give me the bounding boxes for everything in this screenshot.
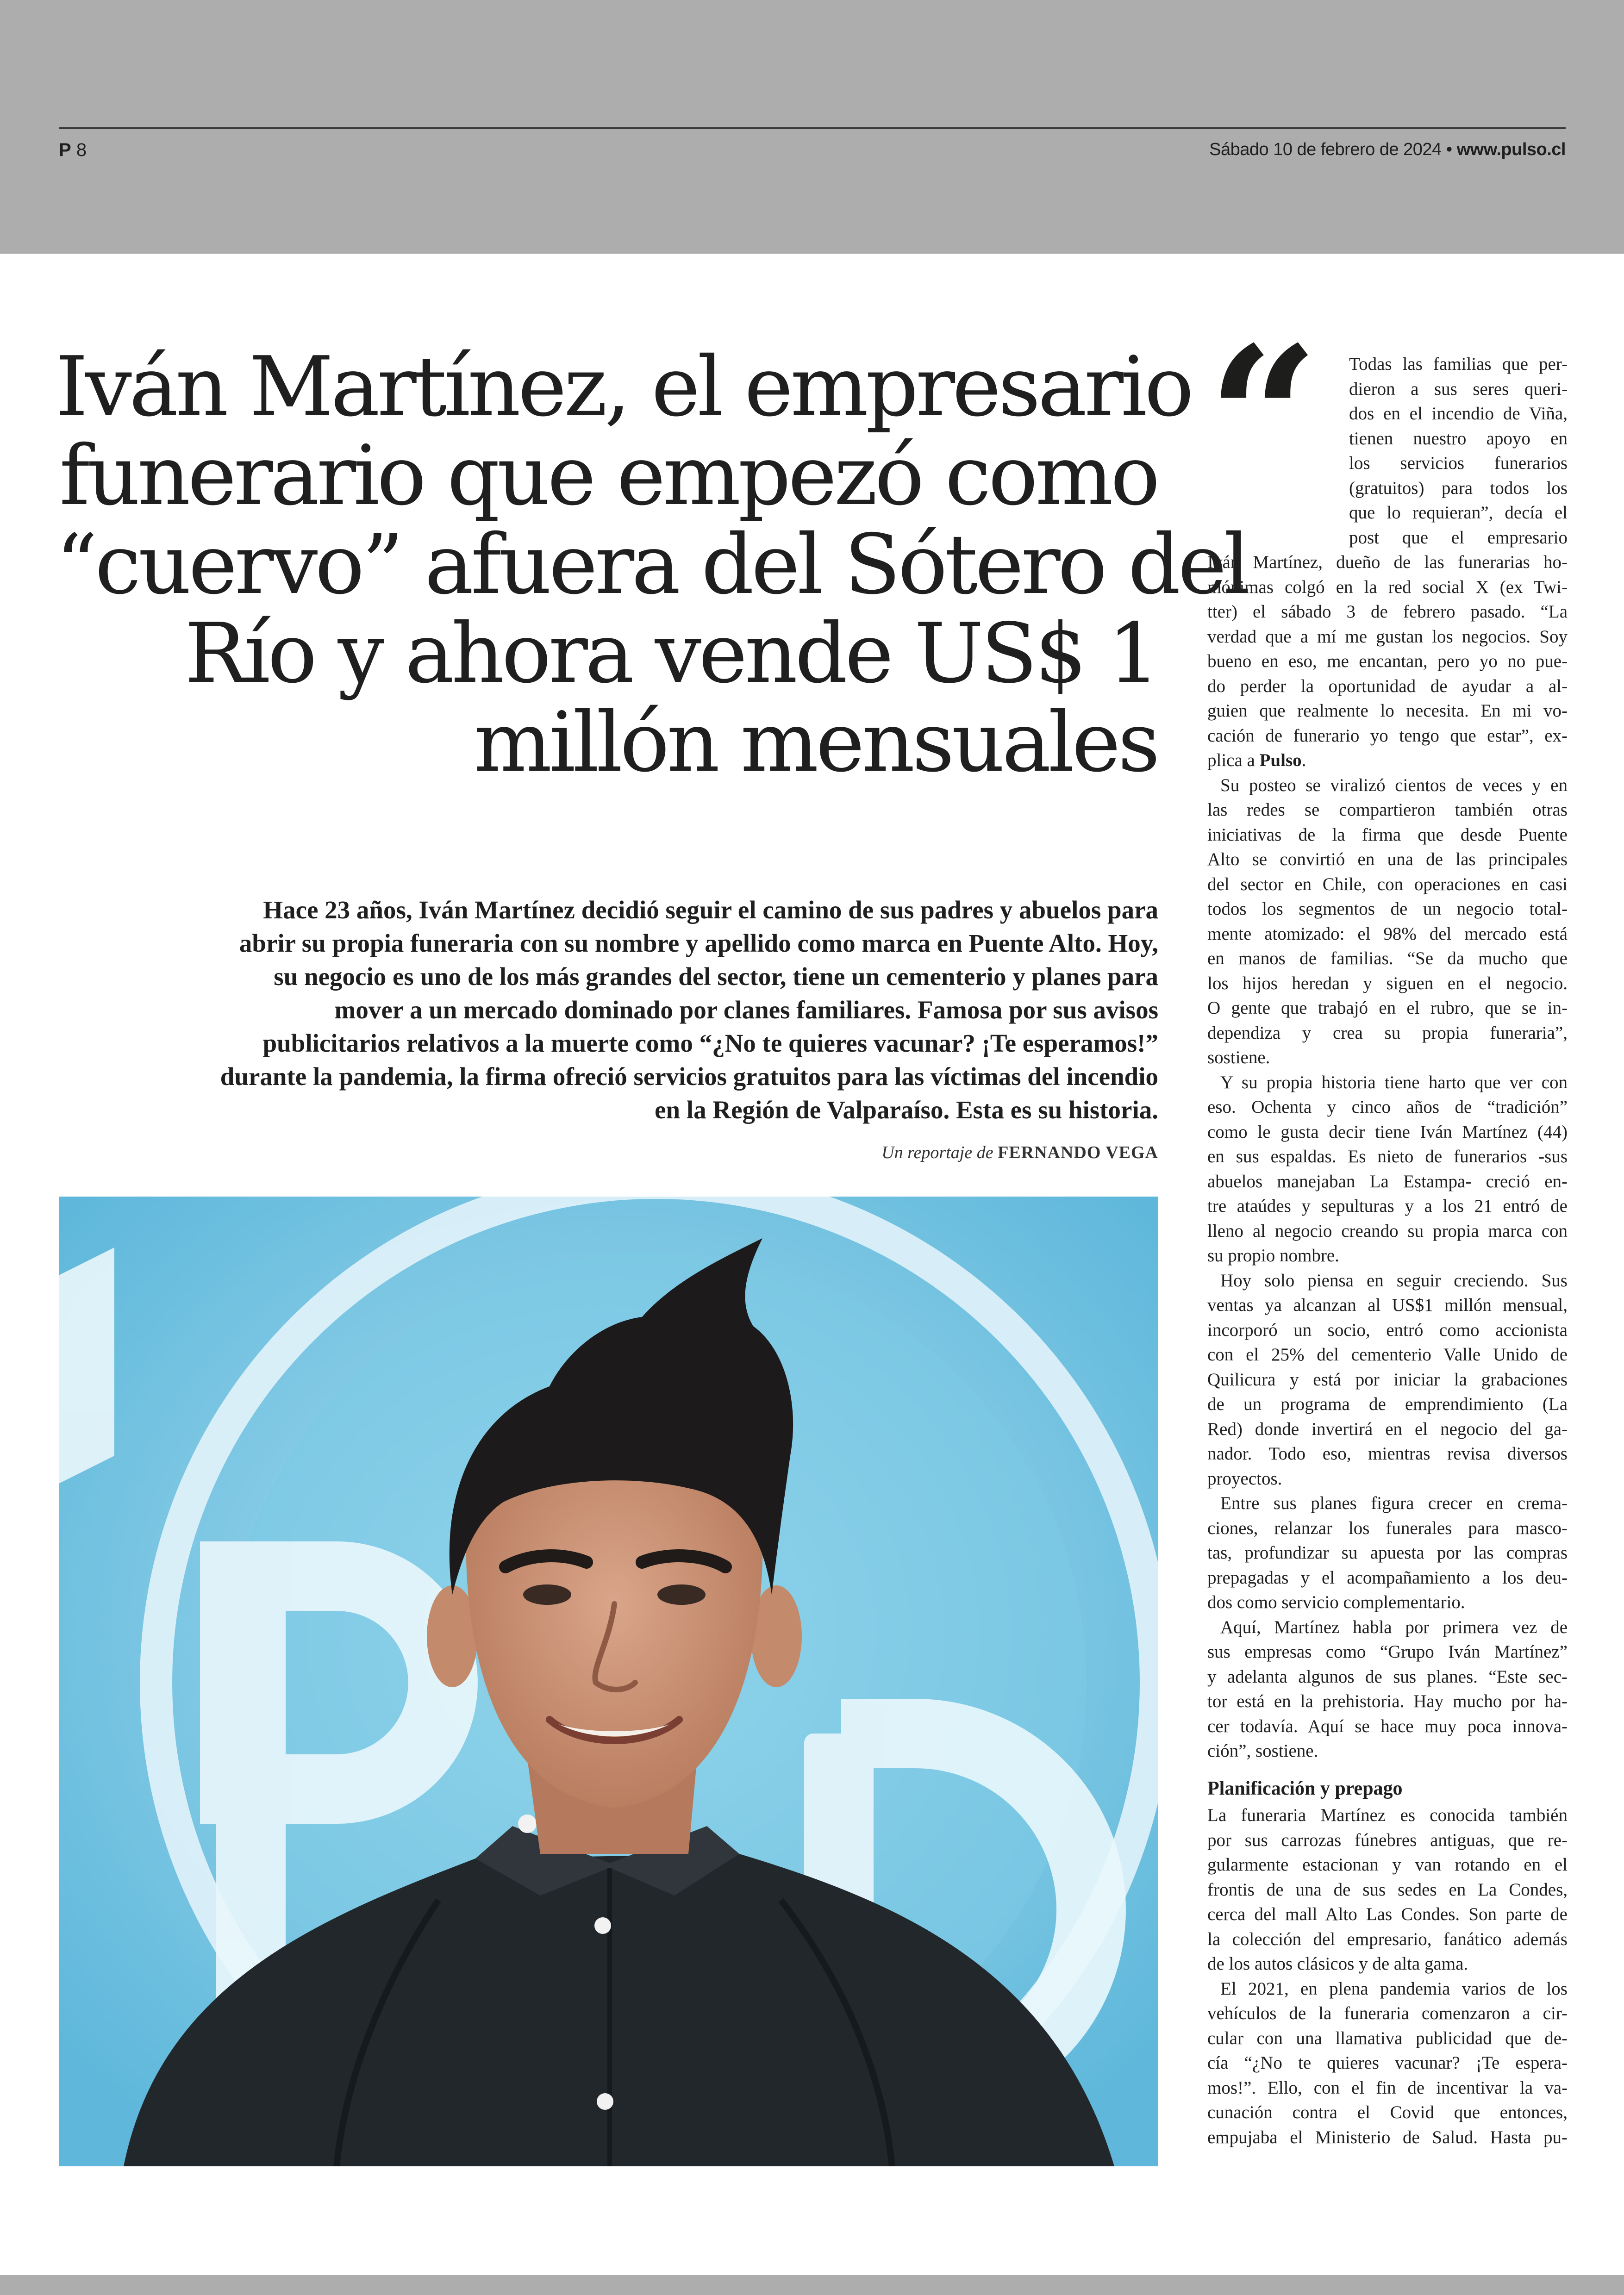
body-line: guien que realmente lo necesita. En mi vo- [1207,701,1568,721]
body-line: la colección del empresario, fanático además [1207,1929,1568,1949]
article-body [1207,352,1568,2150]
section-letter: P [59,140,71,160]
shirt-button [594,1917,611,1934]
body-line: abuelos manejaban La Estampa- creció en- [1207,1171,1568,1191]
dateline-separator: • [1441,140,1457,159]
body-line: incorporó un socio, entró como accionista [1207,1320,1568,1340]
body-line: iniciativas de la firma que desde Puente [1207,824,1568,845]
body-line: Alto se convirtió en una de las principales [1207,849,1568,869]
body-line: en sus espaldas. Es nieto de funerarios -sus [1207,1147,1568,1166]
body-line: Entre sus planes figura crecer en crema- [1220,1493,1568,1513]
pull-quote-mark: “ [1207,305,1319,533]
body-line: mente atomizado: el 98% del mercado está [1207,923,1568,944]
body-line: cer todavía. Aquí se hace muy poca innova- [1207,1716,1568,1736]
body-line: cación de funerario yo tengo que estar”, ex- [1207,725,1568,746]
article-deck [111,893,1158,1127]
body-line: proyectos. [1207,1468,1282,1489]
body-line-text: plica a [1207,750,1260,770]
body-line: do perder la oportunidad de ayudar a al- [1207,676,1568,696]
body-line: empujaba el Ministerio de Salud. Hasta pu- [1207,2127,1568,2147]
body-line: Aquí, Martínez habla por primera vez de [1220,1617,1568,1637]
headline-line: Río y ahora vende US$ 1 [185,605,1157,701]
body-line: verdad que a mí me gustan los negocios. Soy [1207,626,1568,647]
body-line: su propio nombre. [1207,1246,1339,1266]
footer-band [0,2275,1624,2295]
body-line: los hijos heredan y siguen en el negocio. [1207,973,1568,993]
page-number-value: 8 [76,140,87,160]
body-line: O gente que trabajó en el rubro, que se in- [1207,998,1568,1018]
body-line: Iván Martínez, dueño de las funerarias ho- [1207,552,1568,572]
byline-author: FERNANDO VEGA [998,1143,1158,1162]
body-line: ventas ya alcanzan al US$1 millón mensual, [1207,1295,1568,1315]
body-line: nador. Todo eso, mientras revisa diversos [1207,1444,1568,1464]
site-link[interactable]: www.pulso.cl [1456,140,1566,159]
header-band [0,0,1624,254]
deck-line: abrir su propia funeraria con su nombre y apellido como marca en Puente Alto. Hoy, [239,929,1158,957]
body-line: El 2021, en plena pandemia varios de los [1220,1978,1568,1999]
body-line: Su posteo se viralizó cientos de veces y en [1220,775,1568,795]
body-line: sus empresas como “Grupo Iván Martínez” [1207,1642,1568,1662]
body-line: de un programa de emprendimiento (La [1207,1394,1568,1414]
headline-line: funerario que empezó como [59,428,1157,524]
body-line: los servicios funerarios [1349,453,1568,473]
body-line: tter) el sábado 3 de febrero pasado. “La [1207,602,1568,622]
body-line: de los autos clásicos y de alta gama. [1207,1954,1468,1974]
body-line: prepagadas y el acompañamiento a los deu- [1207,1567,1568,1588]
body-line: cunación contra el Covid que entonces, [1207,2102,1568,2122]
shirt-button [518,1815,537,1833]
body-line: Red) donde invertirá en el negocio del ga- [1207,1419,1568,1439]
body-line: todos los segmentos de un negocio total- [1207,899,1568,919]
eye-left [523,1584,571,1605]
deck-line: mover a un mercado dominado por clanes familiares. Famosa por sus avisos [334,996,1158,1024]
body-line: La funeraria Martínez es conocida también [1207,1805,1568,1825]
period: . [1301,750,1306,770]
body-line [1207,748,1568,773]
body-line: Hoy solo piensa en seguir creciendo. Sus [1220,1270,1568,1291]
body-line: cular con una llamativa publicidad que de- [1207,2028,1568,2048]
body-line: vehículos de la funeraria comenzaron a cir- [1207,2003,1568,2023]
body-line: tor está en la prehistoria. Hay mucho por ha- [1207,1691,1568,1711]
deck-line: publicitarios relativos a la muerte como “¿No te quieres vacunar? ¡Te esperamos!” [262,1029,1158,1057]
body-line: tienen nuestro apoyo en [1349,428,1568,449]
body-line: dos en el incendio de Viña, [1349,404,1568,424]
body-line: con el 25% del cementerio Valle Unido de [1207,1345,1568,1365]
deck-line: en la Región de Valparaíso. Esta es su historia. [655,1096,1158,1124]
body-line: frontis de una de sus sedes en La Condes, [1207,1879,1568,1900]
body-line: Y su propia historia tiene harto que ver con [1220,1072,1568,1092]
headline-line: millón mensuales [474,694,1157,790]
body-line: que lo requieran”, decía el [1349,503,1568,523]
body-line: dieron a sus seres queri- [1349,379,1568,399]
eye-right [657,1584,706,1605]
body-line: dos como servicio complementario. [1207,1592,1465,1612]
body-line: cerca del mall Alto Las Condes. Son parte de [1207,1904,1568,1924]
issue-date: Sábado 10 de febrero de 2024 [1209,140,1442,159]
deck-line: Hace 23 años, Iván Martínez decidió seguir el camino de sus padres y abuelos para [263,896,1158,924]
byline [881,1142,1158,1163]
body-line: sostiene. [1207,1048,1270,1067]
page-number [59,140,87,161]
publication-name: Pulso [1259,750,1302,770]
body-line: del sector en Chile, con operaciones en casi [1207,874,1568,894]
body-line: en manos de familias. “Se da mucho que [1207,948,1568,968]
body-line: tas, profundizar su apuesta por las compras [1207,1543,1568,1563]
headline-line: Iván Martínez, el empresario [56,339,1192,435]
header-rule [59,127,1566,129]
dateline [1209,140,1566,160]
body-line: las redes se compartieron también otras [1207,800,1568,820]
body-line: mos!”. Ello, con el fin de incentivar la va- [1207,2077,1568,2098]
deck-line: su negocio es uno de los más grandes del sector, tiene un cementerio y planes para [274,962,1158,991]
portrait-illustration [59,1197,1158,2166]
body-line: gularmente estacionan y van rotando en el [1207,1855,1568,1875]
headline-line: “cuervo” afuera del Sótero del [56,517,1248,612]
body-line: como le gusta decir tiene Iván Martínez (44) [1207,1122,1568,1142]
body-line: mónimas colgó en la red social X (ex Twi- [1207,577,1568,597]
body-line: dependiza y crea su propia funeraria”, [1207,1023,1568,1043]
portrait-photo [59,1197,1158,2166]
body-line: tre ataúdes y sepulturas y a los 21 entró de [1207,1196,1568,1216]
body-line: y adelanta algunos de sus planes. “Este sec- [1207,1666,1568,1687]
body-line: (gratuitos) para todos los [1349,478,1568,498]
deck-line: durante la pandemia, la firma ofreció servicios gratuitos para las víctimas del incendio [220,1062,1158,1091]
body-line: lleno al negocio creando su propia marca con [1207,1221,1568,1241]
byline-prefix: Un reportaje de [881,1143,993,1162]
body-line: bueno en eso, me encantan, pero yo no pue- [1207,651,1568,671]
body-line: por sus carrozas fúnebres antiguas, que re- [1207,1830,1568,1850]
body-line: ciones, relanzar los funerales para masco- [1207,1518,1568,1538]
body-line: post que el empresario [1349,527,1568,548]
shirt-button [597,2093,613,2110]
body-line: ción”, sostiene. [1207,1741,1318,1761]
body-line: Todas las familias que per- [1349,354,1568,374]
body-line: cía “¿No te quieres vacunar? ¡Te espera- [1207,2053,1568,2073]
body-line: eso. Ochenta y cinco años de “tradición” [1207,1097,1568,1117]
subheading: Planificación y prepago [1207,1777,1403,1799]
body-line: Quilicura y está por iniciar la grabaciones [1207,1369,1568,1390]
